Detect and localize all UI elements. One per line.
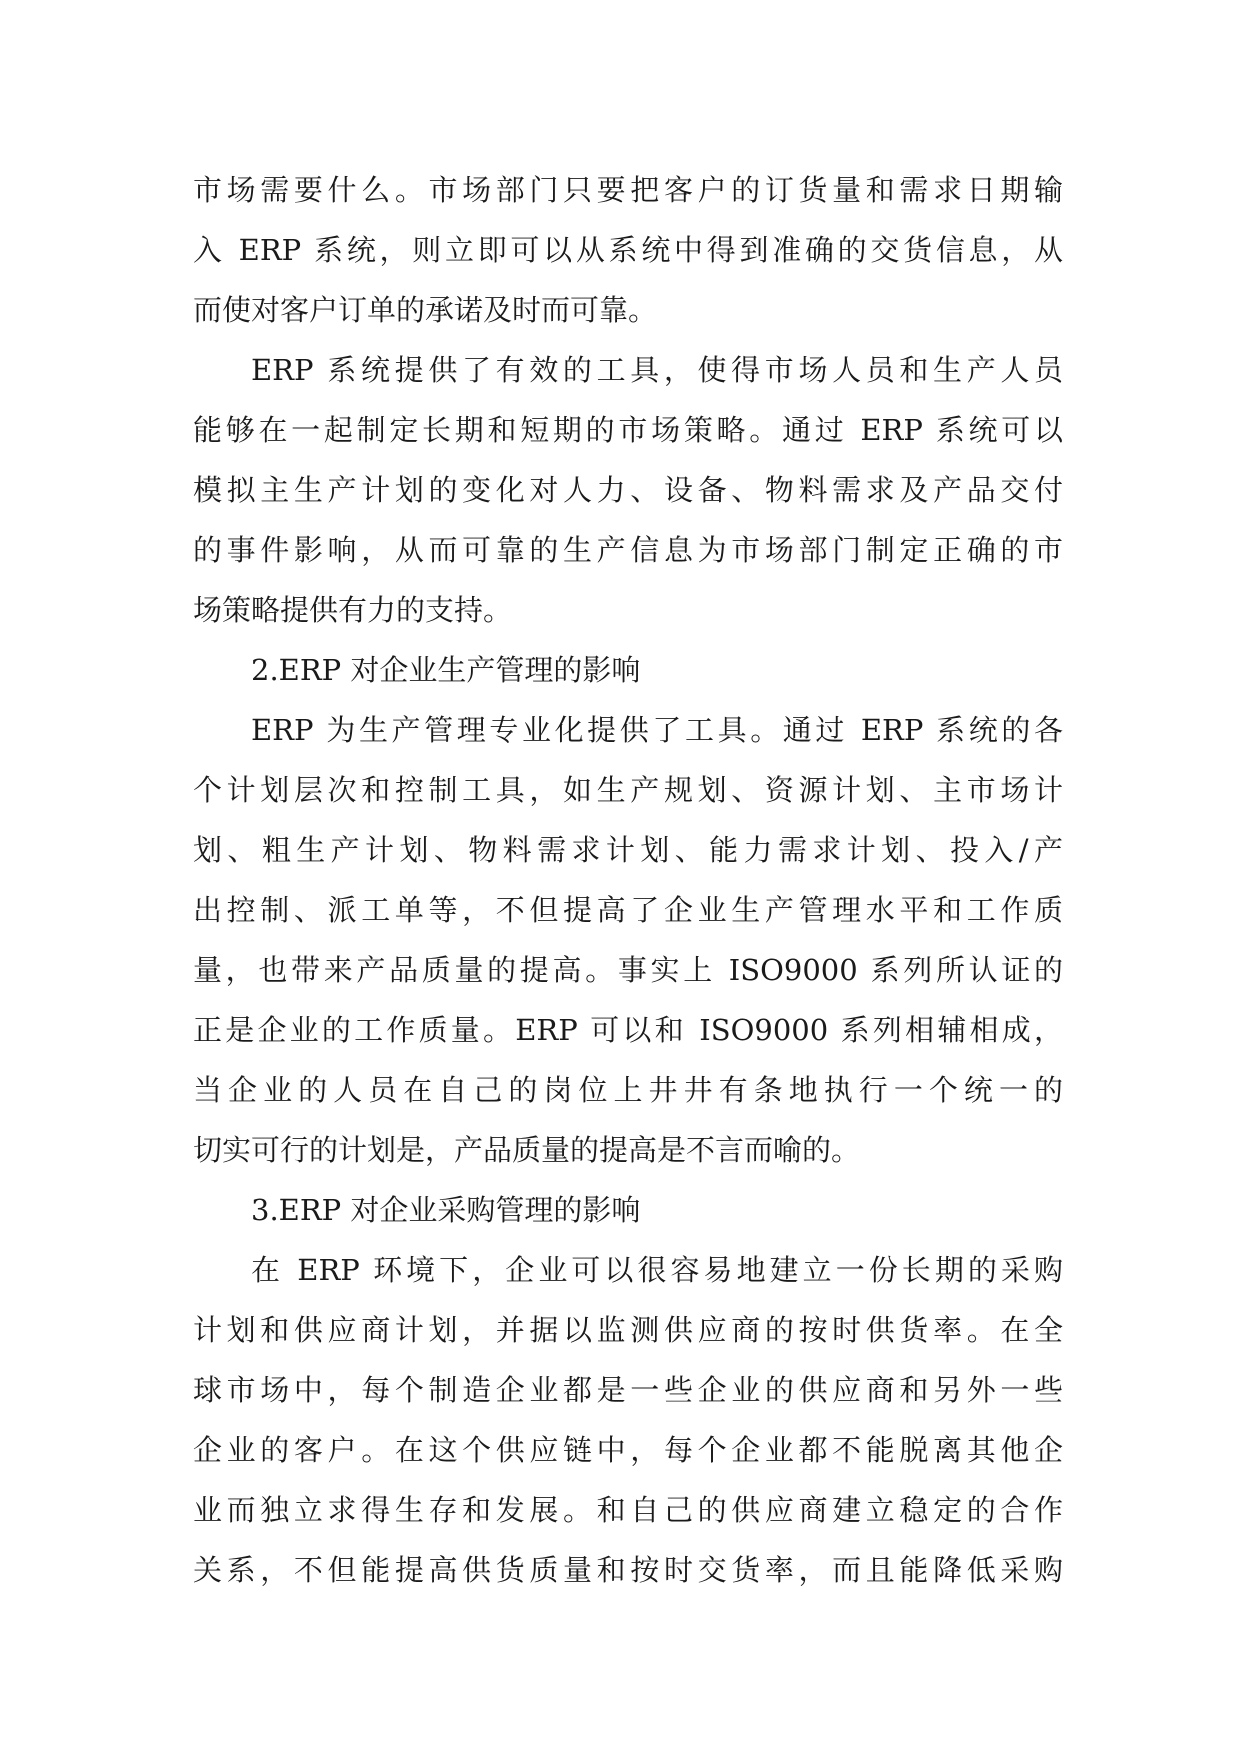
text-line: 量，也带来产品质量的提高。事实上 ISO9000 系列所认证的 [193,953,1063,987]
text-line: 市场需要什么。市场部门只要把客户的订货量和需求日期输 [193,173,1063,207]
text-line: 正是企业的工作质量。ERP 可以和 ISO9000 系列相辅相成， [193,1013,1063,1047]
text-line: 切实可行的计划是，产品质量的提高是不言而喻的。 [193,1133,861,1167]
text-line: 的事件影响，从而可靠的生产信息为市场部门制定正确的市 [193,533,1063,567]
text-line: 计划和供应商计划，并据以监测供应商的按时供货率。在全 [193,1313,1063,1347]
text-line: 个计划层次和控制工具，如生产规划、资源计划、主市场计 [193,773,1063,807]
text-line: 当企业的人员在自己的岗位上井井有条地执行一个统一的 [193,1073,1063,1107]
text-line: 划、粗生产计划、物料需求计划、能力需求计划、投入/产 [193,833,1063,867]
text-line: 模拟主生产计划的变化对人力、设备、物料需求及产品交付 [193,473,1063,507]
paragraph-first-line: ERP 为生产管理专业化提供了工具。通过 ERP 系统的各 [251,713,1063,747]
text-line: 入 ERP 系统，则立即可以从系统中得到准确的交货信息，从 [193,233,1063,267]
text-line: 关系，不但能提高供货质量和按时交货率，而且能降低采购 [193,1553,1063,1587]
text-line: 出控制、派工单等，不但提高了企业生产管理水平和工作质 [193,893,1063,927]
text-line: 业而独立求得生存和发展。和自己的供应商建立稳定的合作 [193,1493,1063,1527]
paragraph-first-line: 在 ERP 环境下，企业可以很容易地建立一份长期的采购 [251,1253,1063,1287]
section-heading: 2.ERP 对企业生产管理的影响 [251,653,641,687]
text-line: 场策略提供有力的支持。 [193,593,513,627]
text-line: 能够在一起制定长期和短期的市场策略。通过 ERP 系统可以 [193,413,1063,447]
text-line: 企业的客户。在这个供应链中，每个企业都不能脱离其他企 [193,1433,1063,1467]
text-line: 球市场中，每个制造企业都是一些企业的供应商和另外一些 [193,1373,1063,1407]
body-text [193,160,1063,1600]
section-heading: 3.ERP 对企业采购管理的影响 [251,1193,641,1227]
paragraph-first-line: ERP 系统提供了有效的工具，使得市场人员和生产人员 [251,353,1063,387]
text-line: 而使对客户订单的承诺及时而可靠。 [193,293,658,327]
